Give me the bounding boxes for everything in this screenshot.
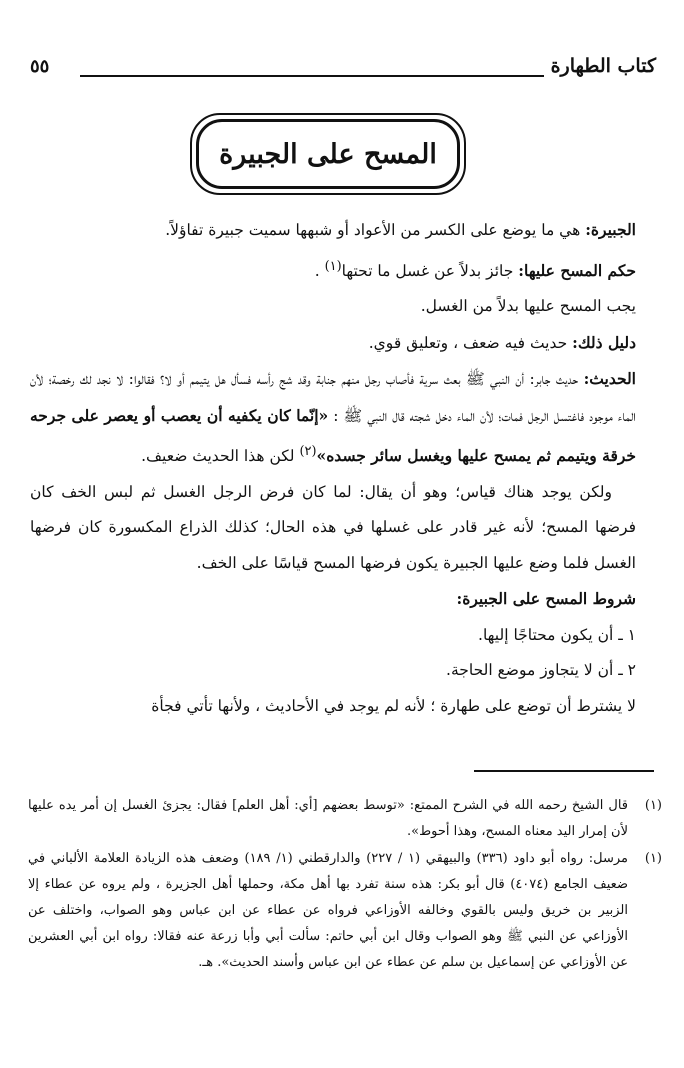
list-item [30,618,636,654]
body-text [30,212,636,724]
paragraph-lead: دليل ذلك: [572,332,636,352]
paragraph-tail: . [314,261,325,280]
paragraph [30,361,636,475]
footnote-ref: (١) [324,258,342,274]
chapter-title: المسح على الجبيرة [219,138,437,170]
footnote-ref: (٢) [299,444,317,460]
chapter-title-frame [196,119,460,189]
paragraph [30,249,636,290]
paragraph-text: لا يشترط أن توضع على طهارة ؛ لأنه لم يوجد في الأحاديث ، ولأنها تأتي فجأة [151,696,636,715]
paragraph-text: حديث فيه ضعف ، وتعليق قوي. [368,333,573,352]
paragraph [30,212,636,249]
footnote-text: مرسل: رواه أبو داود (٣٣٦) والبيهقي (١ / ٢٢٧) والدارقطني (١/ ١٨٩) وضعف هذه الزيادة العلامة الألباني في ضعيف الجامع (٤٠٧٤) قال أبو بكر: هذه سنة تفرد بها أهل مكة، وحملها أهل الجزيرة ، ولم يروه عن عطاء إلا الزبير بن خريق وليس بالقوي وخالفه الأوزاعي فرواه عن عطاء عن ابن عباس وهو الصواب، واختلف عن الأوزاعي عن النبي ﷺ وهو الصواب وقال ابن أبي حاتم: سألت أبي وأبا زرعة عنه فقالا: رواه ابن أبي العشرين عن الأوزاعي عن إسماعيل بن سلم عن عطاء عن ابن عباس وأسند الحديث». هـ. [28,851,629,970]
paragraph-text: هي ما يوضع على الكسر من الأعواد أو شبهها سميت جبيرة تفاؤلاً. [165,221,586,239]
footnote [28,793,662,845]
header-rule [80,75,544,77]
footnote-rule [474,770,654,772]
paragraph [30,289,636,325]
footnote-mark: (١) [644,851,662,866]
footnote [28,846,662,976]
paragraph [30,325,636,362]
paragraph-tail: لكن هذا الحديث ضعيف. [141,447,300,466]
page-number: ٥٥ [30,56,50,77]
section-heading: شروط المسح على الجبيرة: [456,589,636,609]
paragraph-text: ١ ـ أن يكون محتاجًا إليها. [478,625,636,644]
paragraph-lead: حكم المسح عليها: [518,260,636,280]
paragraph [30,475,636,582]
paragraph-lead: الحديث: [583,369,636,389]
hadith-quote: «إنّما كان يكفيه أن يعصب أو يعصر على جرحه خرقة ويتيمم ثم يمسح عليها ويغسل سائر جسده» [30,405,636,466]
footnote-text: قال الشيخ رحمه الله في الشرح الممتع: «توسط بعضهم [أي: أهل العلم] فقال: يجزئ الغسل إن أمر يده عليها لأن إمرار اليد معناه المسح، وهذا أحوط». [28,798,628,839]
paragraph-text: حديث جابر: أن النبي ﷺ بعث سرية فأصاب رجل منهم جنابة وقد شج رأسه فسأل هل يتيمم أو لا؟ فقالوا: لا نجد لك رخصة؛ لأن الماء موجود فاغتسل الرجل فمات؛ لأن الماء دخل شجته قال النبي ﷺ : [30,370,636,425]
paragraph-lead: الجبيرة: [585,220,636,239]
running-header-title: كتاب الطهارة [550,55,656,77]
footnotes [28,793,662,977]
paragraph [30,689,636,725]
paragraph-text: ولكن يوجد هناك قياس؛ وهو أن يقال: لما كان فرض الرجل الغسل ثم لبس الخف كان فرضها المسح؛ لأنه غير قادر على غسلها في هذه الحال؛ كذلك الذراع المكسورة كان فرضها الغسل فلما وضع عليها الجبيرة يكون فرضها المسح قياسًا على الخف. [30,482,636,572]
paragraph-text: جائز بدلاً عن غسل ما تحتها [341,261,519,280]
paragraph-text: يجب المسح عليها بدلاً من الغسل. [420,297,636,316]
paragraph [30,581,636,618]
footnote-mark: (١) [644,798,662,813]
paragraph-text: ٢ ـ أن لا يتجاوز موضع الحاجة. [446,661,636,680]
list-item [30,653,636,689]
